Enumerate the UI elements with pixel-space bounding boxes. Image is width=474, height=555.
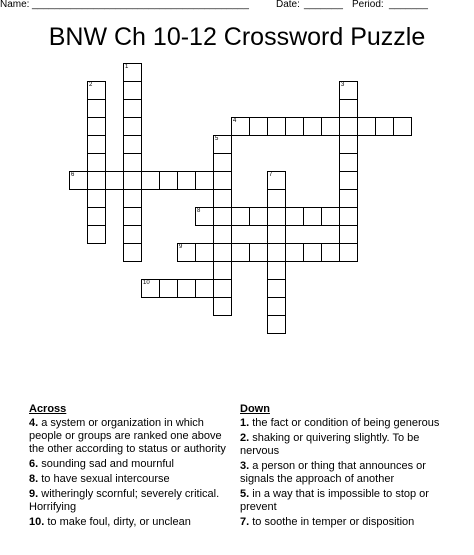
grid-cell[interactable] bbox=[105, 171, 124, 190]
clue-down-3: 3. a person or thing that announces or signals the approach of another bbox=[240, 460, 426, 485]
grid-cell[interactable] bbox=[177, 279, 196, 298]
name-label: Name: bbox=[0, 0, 30, 10]
grid-cell[interactable] bbox=[231, 207, 250, 226]
grid-cell[interactable] bbox=[213, 297, 232, 316]
period-label: Period: bbox=[352, 0, 384, 10]
grid-cell[interactable] bbox=[213, 189, 232, 208]
clue-down-2: 2. shaking or quivering slightly. To be nervous bbox=[240, 432, 420, 457]
grid-cell[interactable] bbox=[123, 135, 142, 154]
clue-down-1: 1. the fact or condition of being generous bbox=[240, 417, 440, 429]
period-field[interactable]: _______ bbox=[389, 0, 428, 10]
grid-cell[interactable] bbox=[177, 171, 196, 190]
grid-cell-7[interactable] bbox=[267, 171, 286, 190]
grid-cell[interactable] bbox=[393, 117, 412, 136]
grid-cell-8[interactable] bbox=[195, 207, 214, 226]
grid-cell-2[interactable] bbox=[87, 81, 106, 100]
clue-across-6: 6. sounding sad and mournful bbox=[29, 458, 174, 470]
grid-cell-4[interactable] bbox=[231, 117, 250, 136]
grid-cell-1[interactable] bbox=[123, 63, 142, 82]
grid-cell[interactable] bbox=[213, 225, 232, 244]
grid-cell[interactable] bbox=[267, 315, 286, 334]
grid-cell[interactable] bbox=[285, 207, 304, 226]
clue-across-9: 9. witheringly scornful; severely critical. Horrifying bbox=[29, 488, 220, 513]
clue-number: 9 bbox=[179, 244, 183, 250]
grid-cell[interactable] bbox=[339, 189, 358, 208]
grid-cell[interactable] bbox=[123, 243, 142, 262]
grid-cell[interactable] bbox=[213, 171, 232, 190]
grid-cell[interactable] bbox=[213, 207, 232, 226]
grid-cell[interactable] bbox=[285, 243, 304, 262]
grid-cell-3[interactable] bbox=[339, 81, 358, 100]
date-label: Date: bbox=[276, 0, 300, 10]
grid-cell[interactable] bbox=[303, 117, 322, 136]
grid-cell[interactable] bbox=[195, 171, 214, 190]
date-field[interactable]: _______ bbox=[304, 0, 343, 10]
clue-down-5: 5. in a way that is impossible to stop or prevent bbox=[240, 488, 429, 513]
grid-cell[interactable] bbox=[123, 99, 142, 118]
grid-cell[interactable] bbox=[267, 279, 286, 298]
clue-number: 8 bbox=[197, 208, 201, 214]
clue-number: 3 bbox=[341, 82, 345, 88]
down-clues bbox=[240, 403, 440, 531]
grid-cell[interactable] bbox=[339, 171, 358, 190]
grid-cell[interactable] bbox=[339, 117, 358, 136]
grid-cell[interactable] bbox=[87, 225, 106, 244]
grid-cell[interactable] bbox=[159, 279, 178, 298]
grid-cell[interactable] bbox=[159, 171, 178, 190]
grid-cell[interactable] bbox=[321, 117, 340, 136]
clue-number: 4 bbox=[233, 118, 237, 124]
grid-cell[interactable] bbox=[87, 99, 106, 118]
grid-cell-10[interactable] bbox=[141, 279, 160, 298]
grid-cell[interactable] bbox=[267, 189, 286, 208]
clue-across-4: 4. a system or organization in which people or groups are ranked one above the other according to status or authority bbox=[29, 417, 226, 455]
grid-cell[interactable] bbox=[267, 297, 286, 316]
grid-cell[interactable] bbox=[87, 171, 106, 190]
grid-cell[interactable] bbox=[267, 261, 286, 280]
clue-number: 7 bbox=[269, 172, 273, 178]
clue-down-7: 7. to soothe in temper or disposition bbox=[240, 516, 415, 528]
grid-cell[interactable] bbox=[303, 243, 322, 262]
grid-cell[interactable] bbox=[213, 153, 232, 172]
clue-number: 6 bbox=[71, 172, 75, 178]
grid-cell[interactable] bbox=[87, 153, 106, 172]
grid-cell[interactable] bbox=[195, 243, 214, 262]
grid-cell[interactable] bbox=[339, 225, 358, 244]
grid-cell[interactable] bbox=[123, 225, 142, 244]
clue-number: 2 bbox=[89, 82, 93, 88]
grid-cell[interactable] bbox=[213, 261, 232, 280]
across-clues bbox=[29, 403, 229, 531]
grid-cell[interactable] bbox=[213, 279, 232, 298]
grid-cell[interactable] bbox=[123, 81, 142, 100]
grid-cell[interactable] bbox=[357, 117, 376, 136]
grid-cell[interactable] bbox=[321, 207, 340, 226]
grid-cell[interactable] bbox=[249, 117, 268, 136]
grid-cell[interactable] bbox=[267, 225, 286, 244]
grid-cell[interactable] bbox=[339, 153, 358, 172]
grid-cell[interactable] bbox=[87, 117, 106, 136]
grid-cell[interactable] bbox=[87, 207, 106, 226]
grid-cell-6[interactable] bbox=[69, 171, 88, 190]
grid-cell[interactable] bbox=[249, 207, 268, 226]
grid-cell[interactable] bbox=[123, 171, 142, 190]
grid-cell[interactable] bbox=[339, 135, 358, 154]
grid-cell[interactable] bbox=[339, 243, 358, 262]
grid-cell[interactable] bbox=[321, 243, 340, 262]
grid-cell[interactable] bbox=[231, 243, 250, 262]
grid-cell[interactable] bbox=[87, 189, 106, 208]
clue-across-8: 8. to have sexual intercourse bbox=[29, 473, 170, 485]
grid-cell[interactable] bbox=[195, 279, 214, 298]
grid-cell-5[interactable] bbox=[213, 135, 232, 154]
grid-cell[interactable] bbox=[213, 243, 232, 262]
grid-cell[interactable] bbox=[267, 117, 286, 136]
grid-cell[interactable] bbox=[123, 189, 142, 208]
grid-cell[interactable] bbox=[123, 153, 142, 172]
grid-cell[interactable] bbox=[267, 207, 286, 226]
grid-cell[interactable] bbox=[267, 243, 286, 262]
clue-across-10: 10. to make foul, dirty, or unclean bbox=[29, 516, 191, 528]
grid-cell[interactable] bbox=[303, 207, 322, 226]
grid-cell[interactable] bbox=[285, 117, 304, 136]
across-heading: Across bbox=[29, 403, 67, 415]
clue-number: 5 bbox=[215, 136, 219, 142]
grid-cell[interactable] bbox=[339, 99, 358, 118]
grid-cell[interactable] bbox=[249, 243, 268, 262]
clue-number: 10 bbox=[143, 280, 150, 286]
grid-cell[interactable] bbox=[339, 207, 358, 226]
grid-cell[interactable] bbox=[123, 207, 142, 226]
down-heading: Down bbox=[240, 403, 270, 415]
grid-cell[interactable] bbox=[123, 117, 142, 136]
name-field[interactable]: _______________________________________ bbox=[32, 0, 249, 10]
grid-cell[interactable] bbox=[375, 117, 394, 136]
grid-cell[interactable] bbox=[87, 135, 106, 154]
grid-cell[interactable] bbox=[141, 171, 160, 190]
clue-number: 1 bbox=[125, 64, 129, 70]
page-title: BNW Ch 10-12 Crossword Puzzle bbox=[48, 23, 426, 51]
grid-cell-9[interactable] bbox=[177, 243, 196, 262]
